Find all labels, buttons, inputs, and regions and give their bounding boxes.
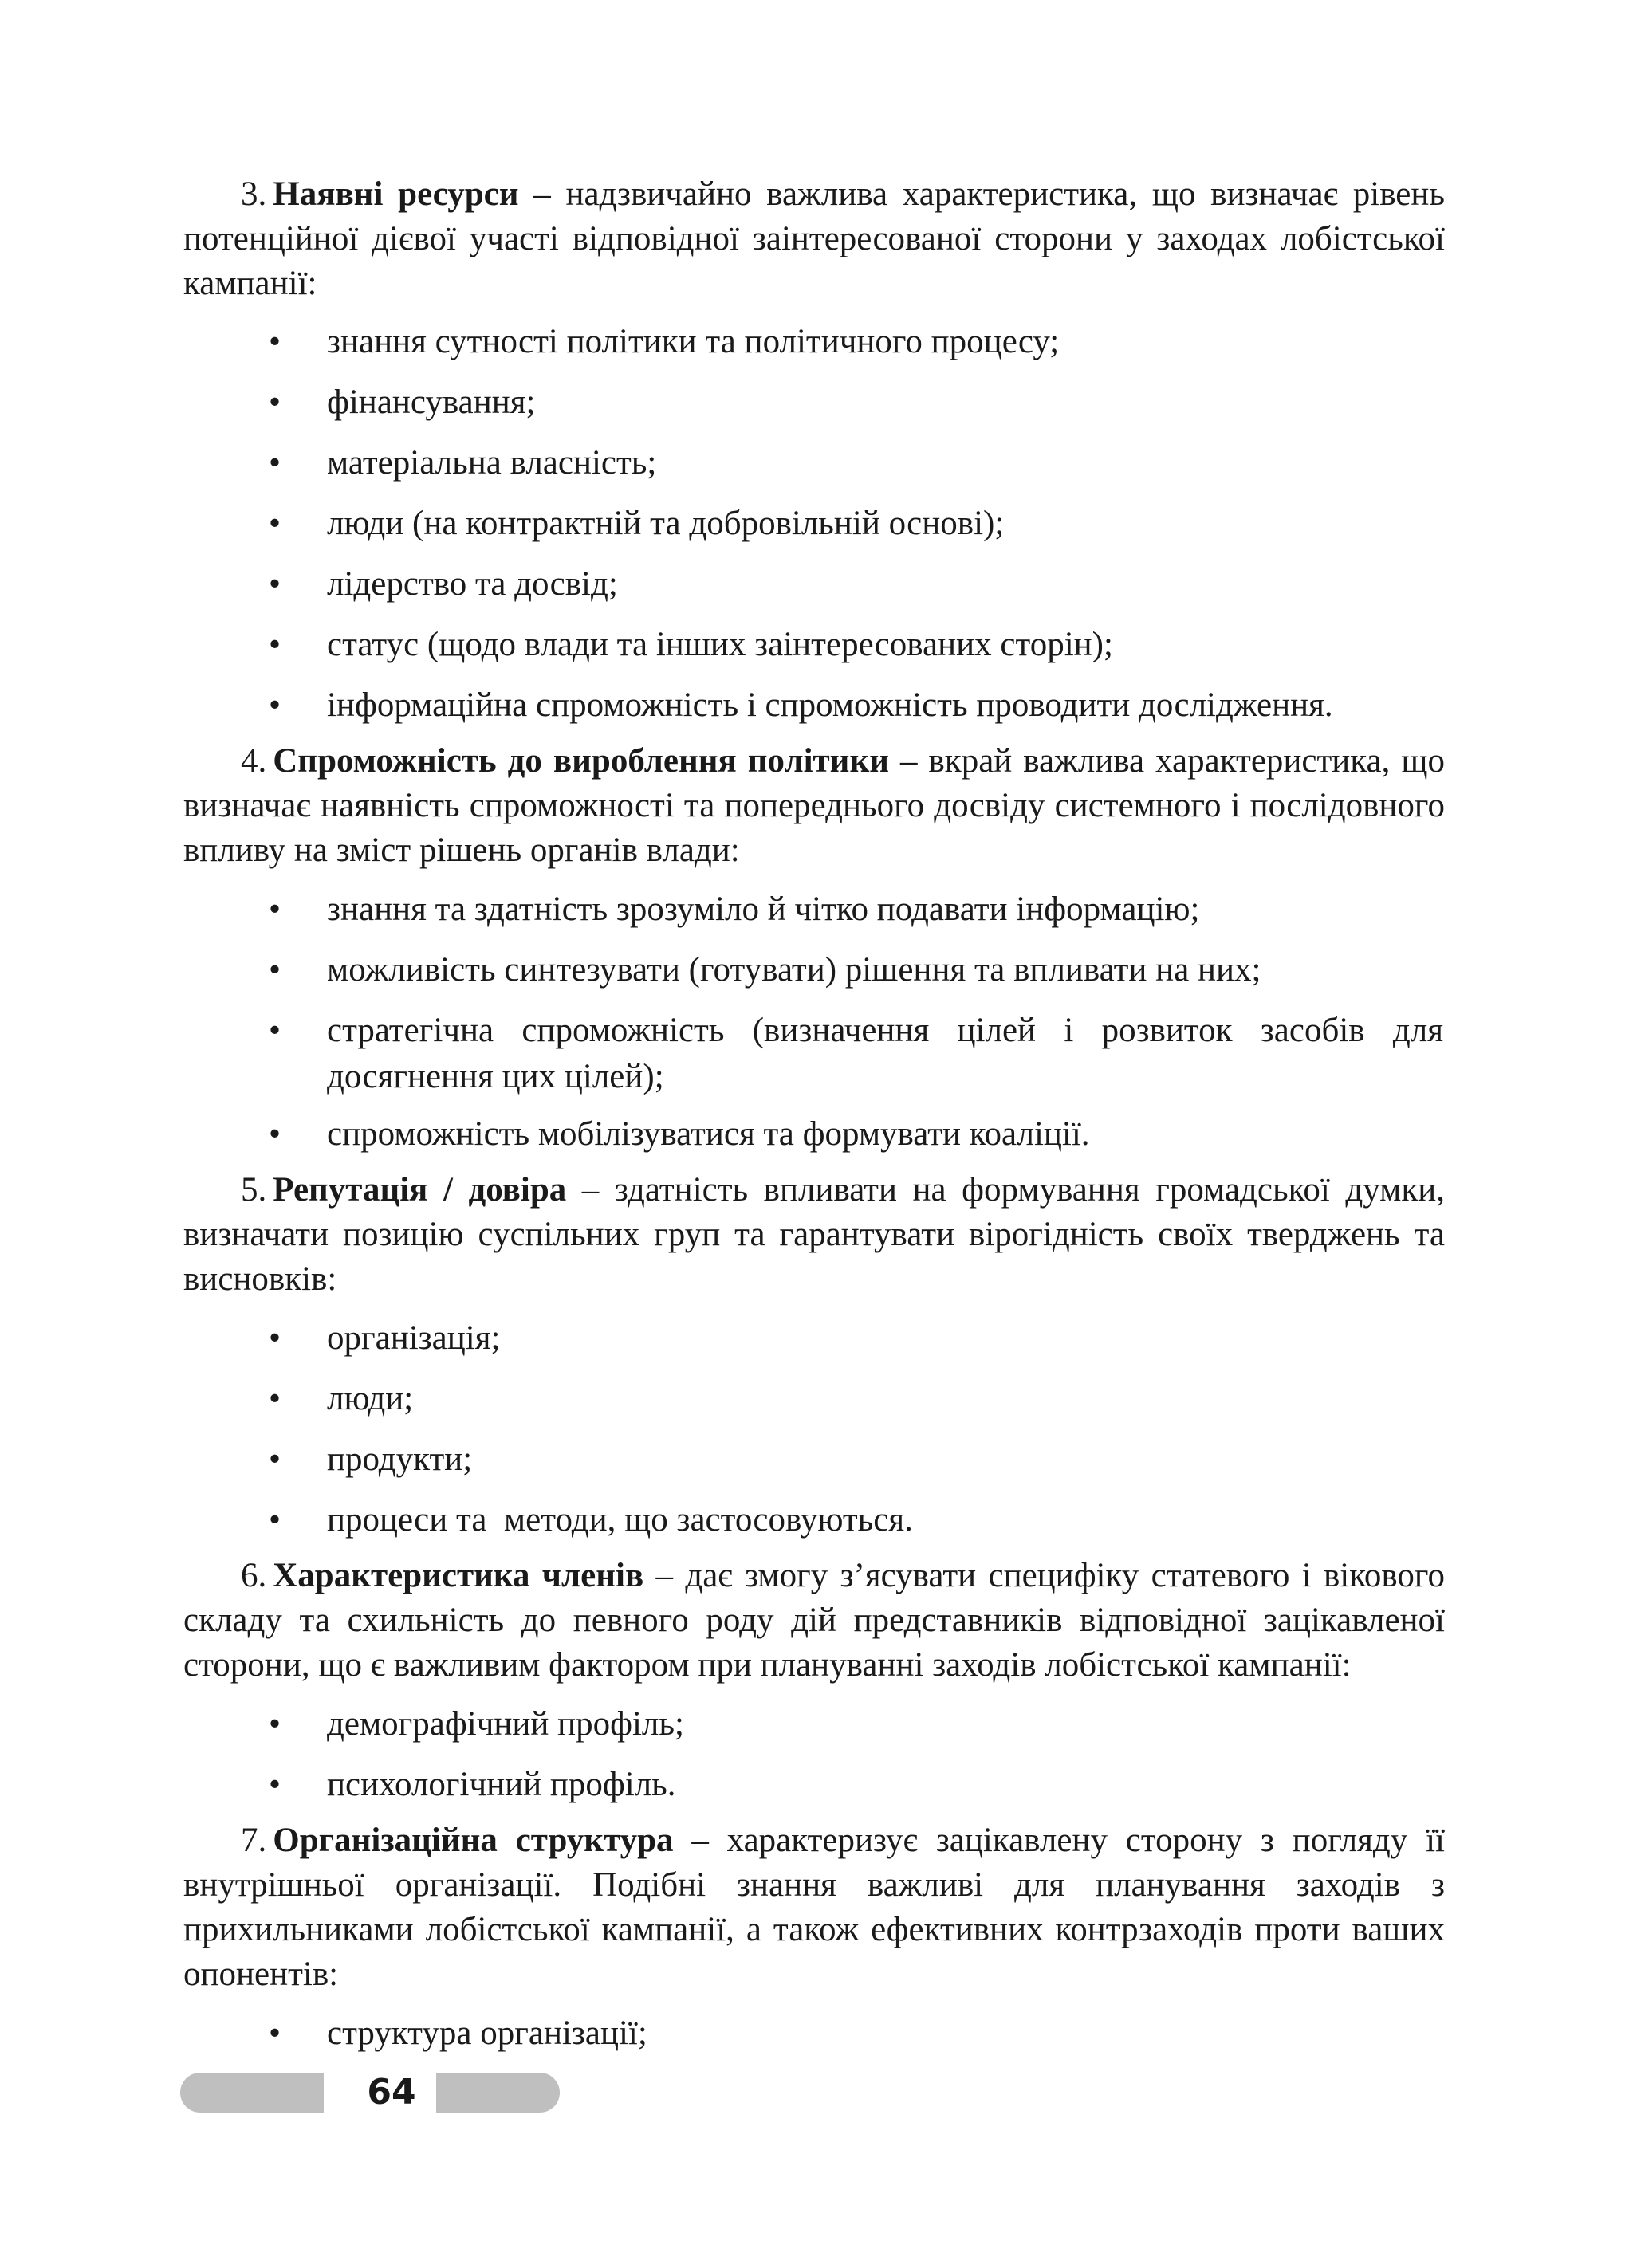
section-text: – характеризує зацікавлену сторону з погляду її внутрішньої організації. Подібні знання важливі для планування заходів з прихильниками лобістської кампанії, а також ефективних контрзаходів проти ваших опонентів:: [183, 1822, 1445, 1993]
bullet-icon: •: [269, 2014, 281, 2052]
section-3-paragraph: [183, 172, 1445, 306]
section-title: Організаційна структура: [273, 1822, 674, 1859]
bullet-icon: •: [269, 1501, 281, 1539]
bullet-icon: •: [269, 1380, 281, 1417]
section-number: 7.: [241, 1822, 267, 1859]
section-title: Репутація / довіра: [273, 1171, 567, 1209]
bullet-icon: •: [269, 626, 281, 663]
section-title: Характеристика членів: [273, 1557, 644, 1594]
section-text: – вкрай важлива характеристика, що визначає наявність спроможності та попереднього досвіду системного і послідовного впливу на зміст рішень органів влади:: [183, 742, 1445, 869]
bullet-icon: •: [269, 505, 281, 542]
bullet-icon: •: [269, 686, 281, 724]
section-7-paragraph: [183, 1818, 1445, 1997]
bullet-icon: •: [269, 1319, 281, 1357]
section-number: 4.: [241, 742, 267, 780]
section-number: 5.: [241, 1171, 267, 1209]
section-title: Наявні ресурси: [273, 175, 519, 213]
footer-bar-right: [436, 2073, 560, 2113]
page-number: 64: [367, 2072, 416, 2113]
section-number: 3.: [241, 175, 267, 213]
bullet-icon: •: [269, 323, 281, 360]
page-footer: [180, 2070, 560, 2115]
bullet-icon: •: [269, 383, 281, 421]
bullet-icon: •: [269, 1012, 281, 1049]
bullet-icon: •: [269, 1115, 281, 1153]
bullet-icon: •: [269, 444, 281, 482]
footer-bar-left: [180, 2073, 324, 2113]
bullet-icon: •: [269, 951, 281, 989]
bullet-icon: •: [269, 890, 281, 928]
bullet-icon: •: [269, 1441, 281, 1478]
section-text: – здатність впливати на формування громадської думки, визначати позицію суспільних груп та гарантувати вірогідність своїх тверджень та висновків:: [183, 1171, 1446, 1298]
bullet-icon: •: [269, 1705, 281, 1743]
section-text: – дає змогу з’ясувати специфіку статевого і вікового складу та схильність до певного роду дій представників відповідної зацікавленої сторони, що є важливим фактором при плануванні заходів лобістської кампанії:: [183, 1557, 1445, 1684]
section-4-paragraph: [183, 739, 1445, 873]
section-text: – надзвичайно важлива характеристика, що визначає рівень потенційної дієвої участі відповідної заінтересованої сторони у заходах лобістської кампанії:: [183, 175, 1445, 302]
bullet-icon: •: [269, 565, 281, 603]
bullet-icon: •: [269, 1766, 281, 1803]
section-title: Спроможність до вироблення політики: [273, 742, 890, 780]
section-5-paragraph: [183, 1168, 1445, 1302]
section-6-paragraph: [183, 1554, 1445, 1688]
section-number: 6.: [241, 1557, 267, 1594]
